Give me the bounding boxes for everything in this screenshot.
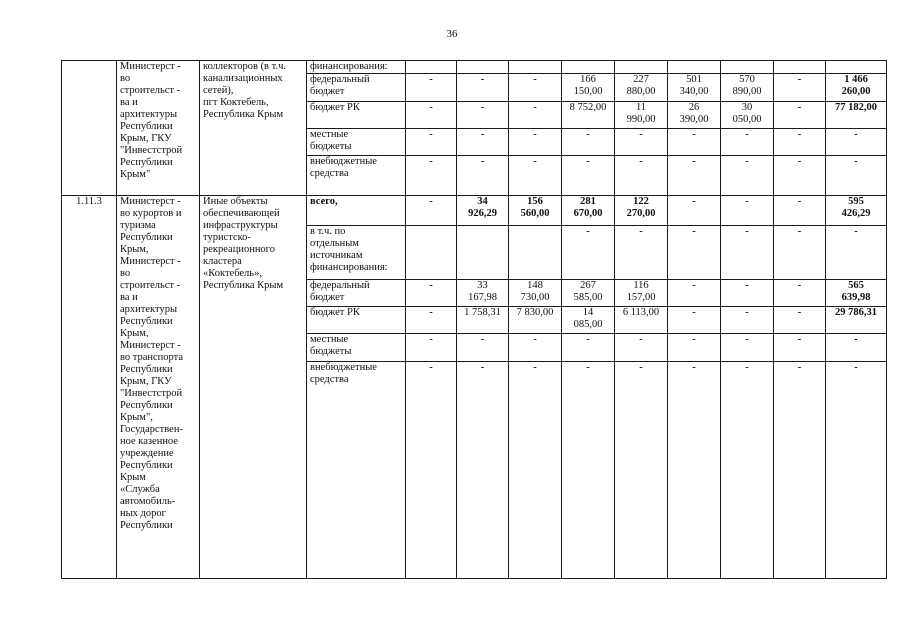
- value-cell: 570 890,00: [721, 74, 774, 102]
- value-cell: -: [562, 129, 615, 156]
- value-cell: [668, 61, 721, 74]
- object-cell: Иные объекты обеспечивающей инфраструктуры туристско- рекреационного кластера «Коктебель», Республика Крым: [200, 196, 307, 579]
- value-cell: [615, 61, 668, 74]
- executor-cell: Министерст - во курортов и туризма Республики Крым, Министерст - во строительст - ва и архитектуры Республики Крым, Министерст - во транспорта Республики Крым, ГКУ "Инвестстрой Республики Крым", Государствен- ное казенное учреждение Республики Крым «Служба автомобиль- ных дорог Республики: [117, 196, 200, 579]
- value-cell: -: [774, 129, 826, 156]
- value-cell: -: [721, 226, 774, 280]
- value-cell: -: [615, 362, 668, 579]
- source-label: бюджет РК: [307, 307, 406, 334]
- table-row: [62, 61, 887, 74]
- value-cell: -: [509, 334, 562, 362]
- value-cell: -: [457, 102, 509, 129]
- value-cell: -: [721, 334, 774, 362]
- source-label: финансирования:: [307, 61, 406, 74]
- source-label: всего,: [307, 196, 406, 226]
- value-cell: -: [668, 226, 721, 280]
- value-cell: 122 270,00: [615, 196, 668, 226]
- table-row: [62, 196, 887, 226]
- value-cell: -: [615, 226, 668, 280]
- row-code: 1.11.3: [62, 196, 117, 579]
- value-cell: -: [826, 362, 887, 579]
- value-cell: -: [826, 226, 887, 280]
- value-cell: 29 786,31: [826, 307, 887, 334]
- value-cell: 1 758,31: [457, 307, 509, 334]
- source-label: местные бюджеты: [307, 334, 406, 362]
- value-cell: -: [668, 196, 721, 226]
- value-cell: -: [509, 156, 562, 196]
- value-cell: -: [774, 74, 826, 102]
- value-cell: -: [457, 156, 509, 196]
- value-cell: [826, 61, 887, 74]
- executor-cell: Министерст - во строительст - ва и архитектуры Республики Крым, ГКУ "Инвестстрой Республики Крым": [117, 61, 200, 196]
- value-cell: -: [406, 307, 457, 334]
- value-cell: -: [668, 334, 721, 362]
- value-cell: [721, 61, 774, 74]
- value-cell: [457, 61, 509, 74]
- value-cell: -: [562, 334, 615, 362]
- value-cell: -: [406, 102, 457, 129]
- value-cell: 501 340,00: [668, 74, 721, 102]
- value-cell: [774, 61, 826, 74]
- value-cell: -: [774, 334, 826, 362]
- value-cell: -: [668, 307, 721, 334]
- value-cell: -: [721, 156, 774, 196]
- value-cell: -: [774, 196, 826, 226]
- value-cell: -: [406, 156, 457, 196]
- value-cell: 8 752,00: [562, 102, 615, 129]
- value-cell: -: [721, 196, 774, 226]
- value-cell: 281 670,00: [562, 196, 615, 226]
- value-cell: 227 880,00: [615, 74, 668, 102]
- budget-table: [61, 60, 887, 579]
- value-cell: -: [509, 362, 562, 579]
- value-cell: -: [562, 156, 615, 196]
- value-cell: -: [457, 362, 509, 579]
- value-cell: -: [615, 156, 668, 196]
- value-cell: 166 150,00: [562, 74, 615, 102]
- source-label: местные бюджеты: [307, 129, 406, 156]
- value-cell: 148 730,00: [509, 280, 562, 307]
- value-cell: -: [668, 156, 721, 196]
- value-cell: [457, 226, 509, 280]
- value-cell: 1 466 260,00: [826, 74, 887, 102]
- object-cell: коллекторов (в т.ч. канализационных сетей), пгт Коктебель, Республика Крым: [200, 61, 307, 196]
- value-cell: -: [774, 226, 826, 280]
- value-cell: -: [406, 362, 457, 579]
- page-number: 36: [446, 28, 458, 40]
- value-cell: -: [721, 307, 774, 334]
- value-cell: 7 830,00: [509, 307, 562, 334]
- value-cell: 267 585,00: [562, 280, 615, 307]
- value-cell: -: [721, 280, 774, 307]
- value-cell: [509, 226, 562, 280]
- value-cell: [406, 226, 457, 280]
- value-cell: [562, 61, 615, 74]
- source-label: внебюджетные средства: [307, 156, 406, 196]
- value-cell: -: [615, 334, 668, 362]
- value-cell: -: [826, 129, 887, 156]
- value-cell: 34 926,29: [457, 196, 509, 226]
- value-cell: -: [668, 129, 721, 156]
- value-cell: -: [774, 102, 826, 129]
- value-cell: 30 050,00: [721, 102, 774, 129]
- value-cell: -: [457, 74, 509, 102]
- value-cell: -: [457, 129, 509, 156]
- value-cell: -: [668, 280, 721, 307]
- value-cell: -: [721, 362, 774, 579]
- value-cell: -: [406, 196, 457, 226]
- value-cell: 26 390,00: [668, 102, 721, 129]
- value-cell: -: [509, 102, 562, 129]
- value-cell: -: [774, 362, 826, 579]
- value-cell: -: [509, 129, 562, 156]
- value-cell: -: [826, 334, 887, 362]
- value-cell: -: [406, 129, 457, 156]
- value-cell: 6 113,00: [615, 307, 668, 334]
- value-cell: [509, 61, 562, 74]
- value-cell: 565 639,98: [826, 280, 887, 307]
- value-cell: -: [406, 74, 457, 102]
- value-cell: -: [406, 334, 457, 362]
- source-label: в т.ч. по отдельным источникам финансирования:: [307, 226, 406, 280]
- value-cell: -: [774, 307, 826, 334]
- value-cell: -: [615, 129, 668, 156]
- value-cell: 33 167,98: [457, 280, 509, 307]
- source-label: внебюджетные средства: [307, 362, 406, 579]
- value-cell: -: [774, 280, 826, 307]
- value-cell: 77 182,00: [826, 102, 887, 129]
- value-cell: -: [721, 129, 774, 156]
- value-cell: 116 157,00: [615, 280, 668, 307]
- value-cell: -: [457, 334, 509, 362]
- value-cell: 11 990,00: [615, 102, 668, 129]
- value-cell: 156 560,00: [509, 196, 562, 226]
- value-cell: -: [562, 362, 615, 579]
- row-code: [62, 61, 117, 196]
- value-cell: -: [774, 156, 826, 196]
- value-cell: -: [826, 156, 887, 196]
- source-label: федеральный бюджет: [307, 280, 406, 307]
- source-label: федеральный бюджет: [307, 74, 406, 102]
- value-cell: -: [562, 226, 615, 280]
- value-cell: -: [509, 74, 562, 102]
- source-label: бюджет РК: [307, 102, 406, 129]
- value-cell: -: [668, 362, 721, 579]
- value-cell: 14 085,00: [562, 307, 615, 334]
- value-cell: [406, 61, 457, 74]
- value-cell: 595 426,29: [826, 196, 887, 226]
- value-cell: -: [406, 280, 457, 307]
